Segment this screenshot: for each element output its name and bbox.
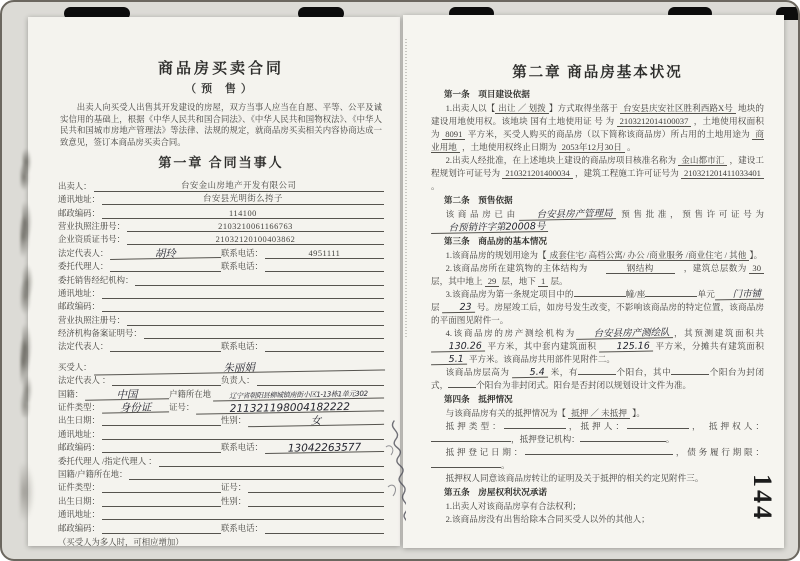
field-value: 台安金山房地产开发有限公司 — [94, 179, 385, 192]
field-label: 委托代理人： — [58, 262, 109, 272]
chapter-two-heading: 第二章 商品房基本状况 — [512, 65, 683, 81]
field-blank — [127, 317, 384, 326]
form-row — [58, 480, 384, 493]
form-field — [58, 374, 221, 386]
scan-edge-shadow — [22, 132, 37, 402]
printed-text: ，土地使用权面积为 — [431, 116, 764, 139]
clause-paragraph — [431, 446, 764, 472]
filled-value: 8091 — [442, 129, 465, 140]
field-label: 法定代表人： — [58, 248, 109, 258]
filled-value: 29 — [485, 276, 500, 287]
field-label: 出生日期： — [58, 416, 100, 426]
printed-text: 平方米，其中套内建筑面积 — [484, 341, 600, 351]
printed-text: 层。 — [548, 276, 568, 286]
field-value: 朱丽娟 — [93, 361, 384, 375]
blank-underline — [431, 433, 511, 442]
field-label: 通讯地址： — [58, 288, 100, 298]
form-field — [58, 287, 384, 299]
printed-text: ，其预测建筑面积共 — [672, 328, 764, 338]
clause-heading: 第四条 抵押情况 — [443, 394, 513, 404]
printed-text: ，建筑工程施工许可证号为 — [572, 168, 681, 178]
form-field — [58, 300, 384, 312]
form-row — [58, 493, 384, 506]
printed-text: ，债务履行期限： — [673, 447, 764, 457]
multi-buyer-footnote: （买受人为多人时，可相应增加） — [58, 537, 184, 547]
printed-text: 号。房屋竣工后，如房号发生改变，不影响该商品房的特定位置，该商品房的平面图见附件一。 — [431, 302, 764, 325]
page-number: 144 — [748, 474, 777, 522]
blank-underline — [525, 446, 673, 455]
handwritten-value: 125.16 — [599, 342, 653, 353]
spine-bleedthrough-text — [405, 37, 407, 337]
printed-text: 与该商品房有关的抵押情况为【 — [445, 408, 569, 418]
field-blank — [102, 484, 221, 493]
field-blank — [159, 458, 384, 467]
clause-paragraph — [431, 154, 764, 193]
filled-value: 1 — [538, 276, 548, 287]
form-row — [58, 507, 384, 520]
filled-value: 2053年12月30日 — [559, 142, 625, 153]
field-label: 联系电话： — [221, 342, 263, 352]
field-label: 买受人： — [58, 362, 92, 372]
field-value: 114100 — [102, 209, 384, 219]
form-field — [221, 522, 384, 534]
field-label: 通讯地址： — [58, 510, 100, 520]
field-blank — [129, 471, 384, 480]
field-blank — [102, 444, 221, 453]
field-label: 国籍/户籍所在地： — [58, 469, 128, 479]
field-blank — [248, 484, 384, 493]
form-row — [58, 178, 384, 191]
field-value: 4951111 — [265, 249, 384, 259]
field-label: 通讯地址： — [58, 429, 100, 439]
field-value: 台安县光明街么挎子 — [102, 192, 384, 205]
form-field — [169, 400, 384, 416]
field-blank — [257, 377, 385, 386]
contract-title: 商品房买卖合同 — [157, 61, 284, 77]
printed-text: 个阳台为非封闭式。阳台是否封闭以规划设计文件为准。 — [476, 380, 692, 390]
filled-value: 抵押 ／ 未抵押 — [568, 408, 630, 419]
field-label: 委托销售经纪机构： — [58, 275, 134, 285]
form-field — [58, 247, 221, 259]
form-row — [58, 386, 384, 399]
form-field — [58, 314, 384, 326]
printed-text: 单元 — [697, 289, 715, 299]
filled-value: 210321201400034 — [502, 168, 572, 179]
form-row — [58, 426, 384, 439]
field-label: 国籍： — [58, 389, 84, 399]
printed-text: 】方式取得坐落于 — [548, 103, 621, 113]
form-field — [58, 414, 221, 426]
field-label: 证件类型： — [58, 403, 100, 413]
form-row — [58, 339, 384, 352]
printed-text: 。 — [665, 434, 675, 444]
blank-underline — [645, 288, 697, 297]
form-field — [58, 508, 384, 520]
field-label: 营业执照注册号： — [58, 221, 125, 231]
printed-text: 2.该商品房没有出售给除本合同买受人以外的其他人； — [445, 514, 650, 524]
clause-paragraph — [431, 262, 764, 288]
filled-value: 出让 ／ 划拨 — [495, 103, 549, 114]
printed-text: ，抵押登记机构： — [511, 434, 580, 444]
field-label: 邮政编码： — [58, 208, 100, 218]
form-row — [58, 326, 384, 339]
form-row — [58, 413, 384, 426]
form-field — [221, 495, 384, 507]
printed-text: 层，其中地上 — [431, 276, 485, 286]
handwritten-value: 台预销许字第20008号 — [431, 222, 549, 234]
form-field — [58, 192, 384, 205]
field-label: 联系电话： — [221, 248, 263, 258]
contract-page-left — [28, 17, 400, 546]
filled-value: 台安县庆安社区胜利西路X号 — [620, 103, 736, 114]
form-field — [58, 327, 384, 339]
field-label: 户籍所在地 — [169, 389, 212, 399]
field-blank — [102, 290, 384, 299]
form-field — [58, 260, 221, 272]
handwritten-signature-mark — [380, 417, 406, 542]
handwritten-value: 5.4 — [512, 368, 548, 379]
form-field — [221, 414, 384, 426]
field-blank — [102, 525, 221, 534]
form-row — [58, 312, 384, 325]
printed-text: ， 抵押权人： — [689, 421, 764, 431]
handwritten-value: 台安县房产管理局 — [519, 209, 616, 221]
form-field — [58, 481, 221, 493]
form-row — [58, 400, 384, 416]
form-field — [58, 220, 384, 232]
printed-text: 层 — [431, 302, 442, 312]
printed-text: 抵押登记日期： — [445, 447, 526, 457]
filled-value: 30 — [749, 263, 764, 274]
field-label: 营业执照注册号： — [58, 315, 125, 325]
field-label: 委托代理人 /指定代理人 ： — [58, 456, 157, 466]
form-field — [58, 361, 384, 373]
printed-text: 米，有 — [547, 367, 578, 377]
form-field — [58, 428, 384, 440]
field-label: 企业资质证书号： — [58, 235, 125, 245]
form-field — [58, 179, 384, 192]
scan-corner-shadow — [20, 442, 40, 532]
form-field — [58, 207, 384, 219]
blank-underline — [671, 366, 709, 375]
form-row — [58, 453, 384, 466]
field-label: 出卖人： — [58, 181, 92, 191]
printed-text: 2.出卖人经批准，在上述地块上建设的商品房项目核准名称为 — [445, 155, 679, 165]
clause-heading: 第三条 商品房的基本情况 — [443, 236, 548, 246]
blank-underline — [574, 288, 626, 297]
handwritten-value: 5.1 — [431, 355, 467, 366]
form-field — [58, 233, 384, 245]
field-label: 通讯地址： — [58, 195, 100, 205]
field-value: 辽宁省朝阳县柳城镇南街小区1-13栋1单元302 — [213, 389, 384, 401]
form-field — [221, 340, 384, 352]
blank-underline — [448, 379, 476, 388]
form-row — [58, 232, 384, 245]
printed-text: 个阳台，其中 — [615, 367, 672, 377]
printed-text: 1.出卖人对该商品房享有合法权利； — [445, 501, 581, 511]
blank-underline — [627, 420, 689, 429]
printed-text: 3.该商品房为第一条规定项目中的 — [445, 289, 574, 299]
field-blank — [112, 377, 221, 386]
printed-text: 1.该商品房的规划用途为【 — [445, 250, 547, 260]
form-field — [221, 260, 384, 272]
chapter-two-body — [431, 88, 764, 526]
printed-text: 4.该商品房的房产测绘机构为 — [445, 328, 576, 338]
filled-value: 210321201411033401 — [681, 168, 764, 179]
form-row — [58, 245, 384, 258]
form-row — [58, 192, 384, 205]
clause-paragraph — [431, 249, 764, 262]
form-row — [58, 205, 384, 218]
field-label: 负责人： — [221, 376, 255, 386]
printed-text: ，土地使用权终止日期为 — [459, 142, 559, 152]
field-label: 出生日期： — [58, 496, 100, 506]
clause-paragraph — [431, 513, 764, 526]
field-label: 证号： — [169, 403, 195, 413]
field-blank — [265, 525, 384, 534]
field-value: 2103210061166763 — [127, 222, 384, 232]
field-label: 法定代表人： — [58, 342, 109, 352]
clause-paragraph — [431, 420, 764, 446]
printed-text: 抵押权人同意该商品房转让的证明及关于抵押的相关约定见附件三。 — [445, 473, 704, 483]
form-row — [58, 259, 384, 272]
printed-text: 预售批准，预售许可证号为 — [615, 209, 764, 219]
printed-text: 。 — [624, 142, 636, 152]
field-label: 联系电话： — [221, 443, 263, 453]
field-label: 邮政编码： — [58, 523, 100, 533]
printed-text: 平方米。该商品房共用部件见附件二。 — [466, 354, 615, 364]
printed-text: 幢/座 — [625, 289, 646, 299]
field-label: 性别： — [221, 416, 247, 426]
printed-text: ，建筑总层数为 — [674, 263, 750, 273]
field-value: 身份证 — [102, 403, 169, 413]
printed-text: 个阳台为封闭式， — [431, 367, 764, 390]
field-value: 21032120100403862 — [127, 235, 384, 245]
printed-text: 】。 — [629, 408, 645, 418]
printed-text: 2.该商品房所在建筑物的主体结构为 — [445, 263, 606, 273]
form-field — [221, 247, 384, 259]
clause-paragraph — [431, 102, 764, 154]
form-field — [58, 468, 384, 480]
clause-heading: 第二条 预售依据 — [443, 195, 513, 205]
form-row — [58, 467, 384, 480]
printed-text: ，抵押人： — [565, 421, 627, 431]
filled-value: 商业用地 — [431, 129, 764, 152]
contract-intro-paragraph: 出卖人向买受人出售其开发建设的房屋，双方当事人应当在自愿、平等、公平及诚实信用的基础上，根据《中华人民共和国合同法》、《中华人民共和国物权法》、《中华人民共和国城市房地产管理法》等法律、法规的规定，就商品房买卖相关内容协商达成一致意见，签订本商品房买卖合同。 — [60, 103, 382, 147]
blank-underline — [580, 433, 666, 442]
field-blank — [102, 511, 384, 520]
clause-paragraph — [431, 472, 764, 485]
printed-text: 平方米，买受人购买的商品房（以下简称该商品房）所占用的土地用途为 — [465, 129, 753, 139]
field-label: 法定代表人 ： — [58, 376, 111, 386]
printed-text: 。 — [431, 181, 440, 191]
form-field — [58, 495, 221, 507]
handwritten-value: 130.26 — [431, 342, 485, 353]
field-value: 胡玲 — [110, 249, 221, 260]
field-label: 联系电话： — [221, 523, 263, 533]
printed-text: 1.出卖人以【 — [445, 103, 496, 113]
field-blank — [102, 303, 384, 312]
field-blank — [110, 263, 221, 272]
chapter-one-heading: 第一章 合同当事人 — [158, 155, 284, 171]
clause-paragraph — [431, 288, 764, 327]
form-row — [58, 219, 384, 232]
form-field — [58, 401, 169, 413]
form-field — [221, 374, 384, 386]
field-blank — [144, 330, 384, 339]
handwritten-value: 台安县房产测绘队 — [576, 328, 673, 340]
form-row — [58, 272, 384, 285]
form-row — [58, 359, 384, 375]
form-row — [58, 299, 384, 312]
field-blank — [102, 498, 221, 507]
clause-paragraph — [431, 500, 764, 513]
blank-underline — [504, 420, 566, 429]
filled-value: 金山都市汇 — [678, 155, 727, 166]
clause-heading: 第五条 房屋权利状况承诺 — [443, 487, 548, 497]
filled-value: 钢结构 — [606, 263, 675, 274]
clause-paragraph — [431, 366, 764, 392]
form-field — [58, 274, 384, 286]
field-label: 证号： — [221, 483, 247, 493]
field-blank — [135, 277, 384, 286]
filled-value: 2103212014100037 — [617, 116, 692, 127]
handwritten-value: 门市铺 — [715, 290, 764, 301]
form-field — [221, 481, 384, 493]
printed-text: 】。 — [749, 250, 763, 260]
clause-paragraph — [431, 407, 764, 420]
field-label: 性别： — [221, 496, 247, 506]
printed-text: 抵押类型： — [445, 421, 504, 431]
field-label: 经济机构备案证明号： — [58, 329, 142, 339]
contract-subtitle: （预 售） — [185, 83, 257, 95]
form-field — [169, 388, 384, 400]
field-value: 211321198004182222 — [196, 402, 384, 414]
form-field — [221, 441, 384, 453]
form-row — [58, 440, 384, 453]
clause-paragraph — [431, 327, 764, 366]
blank-underline — [578, 366, 616, 375]
field-blank — [265, 343, 384, 352]
form-field — [58, 441, 221, 453]
field-label: 邮政编码： — [58, 443, 100, 453]
form-field — [58, 388, 169, 400]
field-blank — [110, 343, 221, 352]
field-label: 证件类型： — [58, 483, 100, 493]
field-blank — [102, 431, 384, 440]
form-field — [58, 340, 221, 352]
printed-text: 该商品房已由 — [445, 209, 519, 219]
filled-value: 成套住宅/ 高档公寓/ 办公 /商业服务 /商业住宅 / 其他 — [547, 250, 750, 261]
printed-text: 地块的建设用地使用权。该地块 国有土地使用证 号 为 — [431, 103, 764, 126]
field-label: 联系电话： — [221, 262, 263, 272]
form-row — [58, 520, 384, 533]
field-value: 女 — [248, 416, 384, 427]
field-label: 邮政编码： — [58, 302, 100, 312]
field-value: 13042263577 — [265, 443, 384, 454]
printed-text: ，建设工程规划许可证号为 — [431, 155, 764, 178]
clause-paragraph — [431, 208, 764, 234]
form-field — [58, 522, 221, 534]
field-blank — [248, 498, 384, 507]
contract-page-right — [403, 15, 784, 548]
printed-text: 层，地下 — [499, 276, 538, 286]
form-field — [58, 455, 384, 467]
printed-text: 该商品房层高为 — [445, 367, 513, 377]
form-row — [58, 352, 384, 359]
handwritten-value: 23 — [442, 303, 475, 314]
field-value: 中国 — [85, 390, 169, 400]
printed-text: 。 — [501, 460, 510, 470]
field-blank — [102, 417, 221, 426]
clause-heading: 第一条 项目建设依据 — [443, 89, 530, 99]
blank-underline — [431, 459, 501, 468]
printed-text: 平方米，分摊共有建筑面积 — [652, 341, 764, 351]
party-form — [58, 178, 384, 533]
form-row — [58, 286, 384, 299]
field-blank — [265, 263, 384, 272]
